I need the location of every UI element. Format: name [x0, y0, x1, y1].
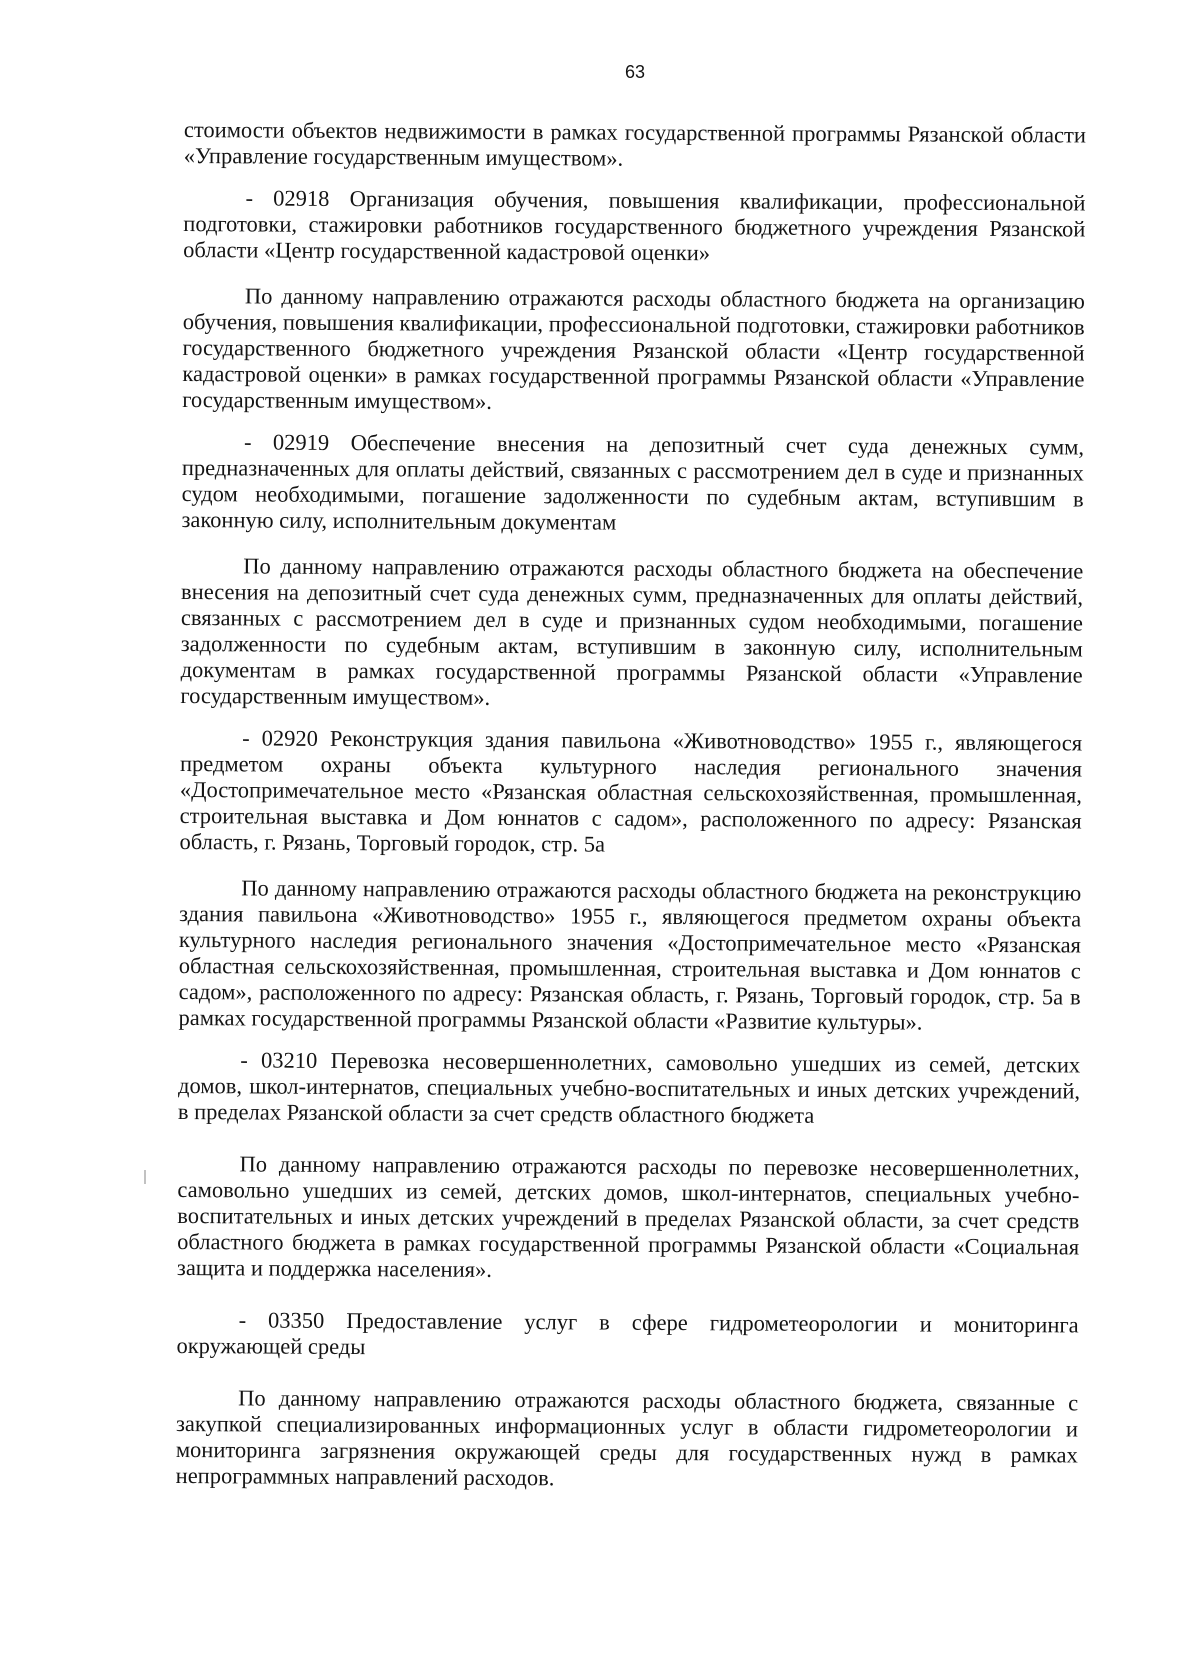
heading-03210: - 03210 Перевозка несовершеннолетних, самовольно ушедших из семей, детских домов, школ-интернатов, специальных учебно-воспитательных и иных детских учреждений, в пределах Рязанской области за счет средств областного бюджета — [177, 1047, 1081, 1128]
heading-02919: - 02919 Обеспечение внесения на депозитный счет суда денежных сумм, предназначенных для оплаты действий, связанных с рассмотрением дел в суде и признанных судом необходимыми, погашение задолженности по судебным актам, вступившим в законную силу, исполнительным документам — [181, 429, 1085, 535]
heading-02918: - 02918 Организация обучения, повышения квалификации, профессиональной подготовки, стажировки работников государственного бюджетного учреждения Рязанской области «Центр государственной кадастровой оценки» — [183, 185, 1086, 266]
paragraph-02919-description: По данному направлению отражаются расходы областного бюджета на обеспечение внесения на депозитный счет суда денежных сумм, предназначенных для оплаты действий, связанных с рассмотрением дел в суде и признанных судом необходимыми, погашение задолженности по судебным актам, вступившим в законную силу, исполнительным документам в рамках государственной программы Рязанской области «Управление государственным имуществом». — [180, 553, 1084, 710]
paragraph-03350-description: По данному направлению отражаются расходы областного бюджета, связанные с закупкой специализированных информационных услуг в области гидрометеорологии и мониторинга загрязнения окружающей среды для государственных нужд в рамках непрограммных направлений расходов. — [175, 1385, 1079, 1491]
document-body — [176, 117, 1086, 1494]
paragraph-03210-description: По данному направлению отражаются расходы по перевозке несовершеннолетних, самовольно ушедших из семей, детских домов, школ-интернатов, специальных учебно-воспитательных и иных детских учреждений в пределах Рязанской области, за счет средств областного бюджета в рамках государственной программы Рязанской области «Социальная защита и поддержка населения». — [176, 1151, 1080, 1282]
scan-artifact — [144, 1170, 146, 1184]
heading-03350: - 03350 Предоставление услуг в сфере гидрометеорологии и мониторинга окружающей среды — [176, 1307, 1079, 1360]
paragraph-02918-description: По данному направлению отражаются расходы областного бюджета на организацию обучения, повышения квалификации, профессиональной подготовки, стажировки работников государственного бюджетного учреждения Рязанской области «Центр государственной кадастровой оценки» в рамках государственной программы Рязанской области «Управление государственным имуществом». — [182, 283, 1085, 414]
paragraph-02920-description: По данному направлению отражаются расходы областного бюджета на реконструкцию здания павильона «Животноводство» 1955 г., являющегося предметом охраны объекта культурного наследия регионального значения «Достопримечательное место «Рязанская областная сельскохозяйственная, промышленная, строительная выставка и Дом юннатов с садом», расположенного по адресу: Рязанская область, г. Рязань, Торговый городок, стр. 5а в рамках государственной программы Рязанской области «Развитие культуры». — [178, 875, 1082, 1035]
heading-02920: - 02920 Реконструкция здания павильона «Животноводство» 1955 г., являющегося предметом охраны объекта культурного наследия регионального значения «Достопримечательное место «Рязанская областная сельскохозяйственная, промышленная, строительная выставка и Дом юннатов с садом», расположенного по адресу: Рязанская область, г. Рязань, Торговый городок, стр. 5а — [179, 725, 1083, 857]
page-number: 63 — [624, 62, 646, 82]
paragraph-continuation: стоимости объектов недвижимости в рамках государственной программы Рязанской области «Управление государственным имуществом». — [183, 117, 1086, 171]
